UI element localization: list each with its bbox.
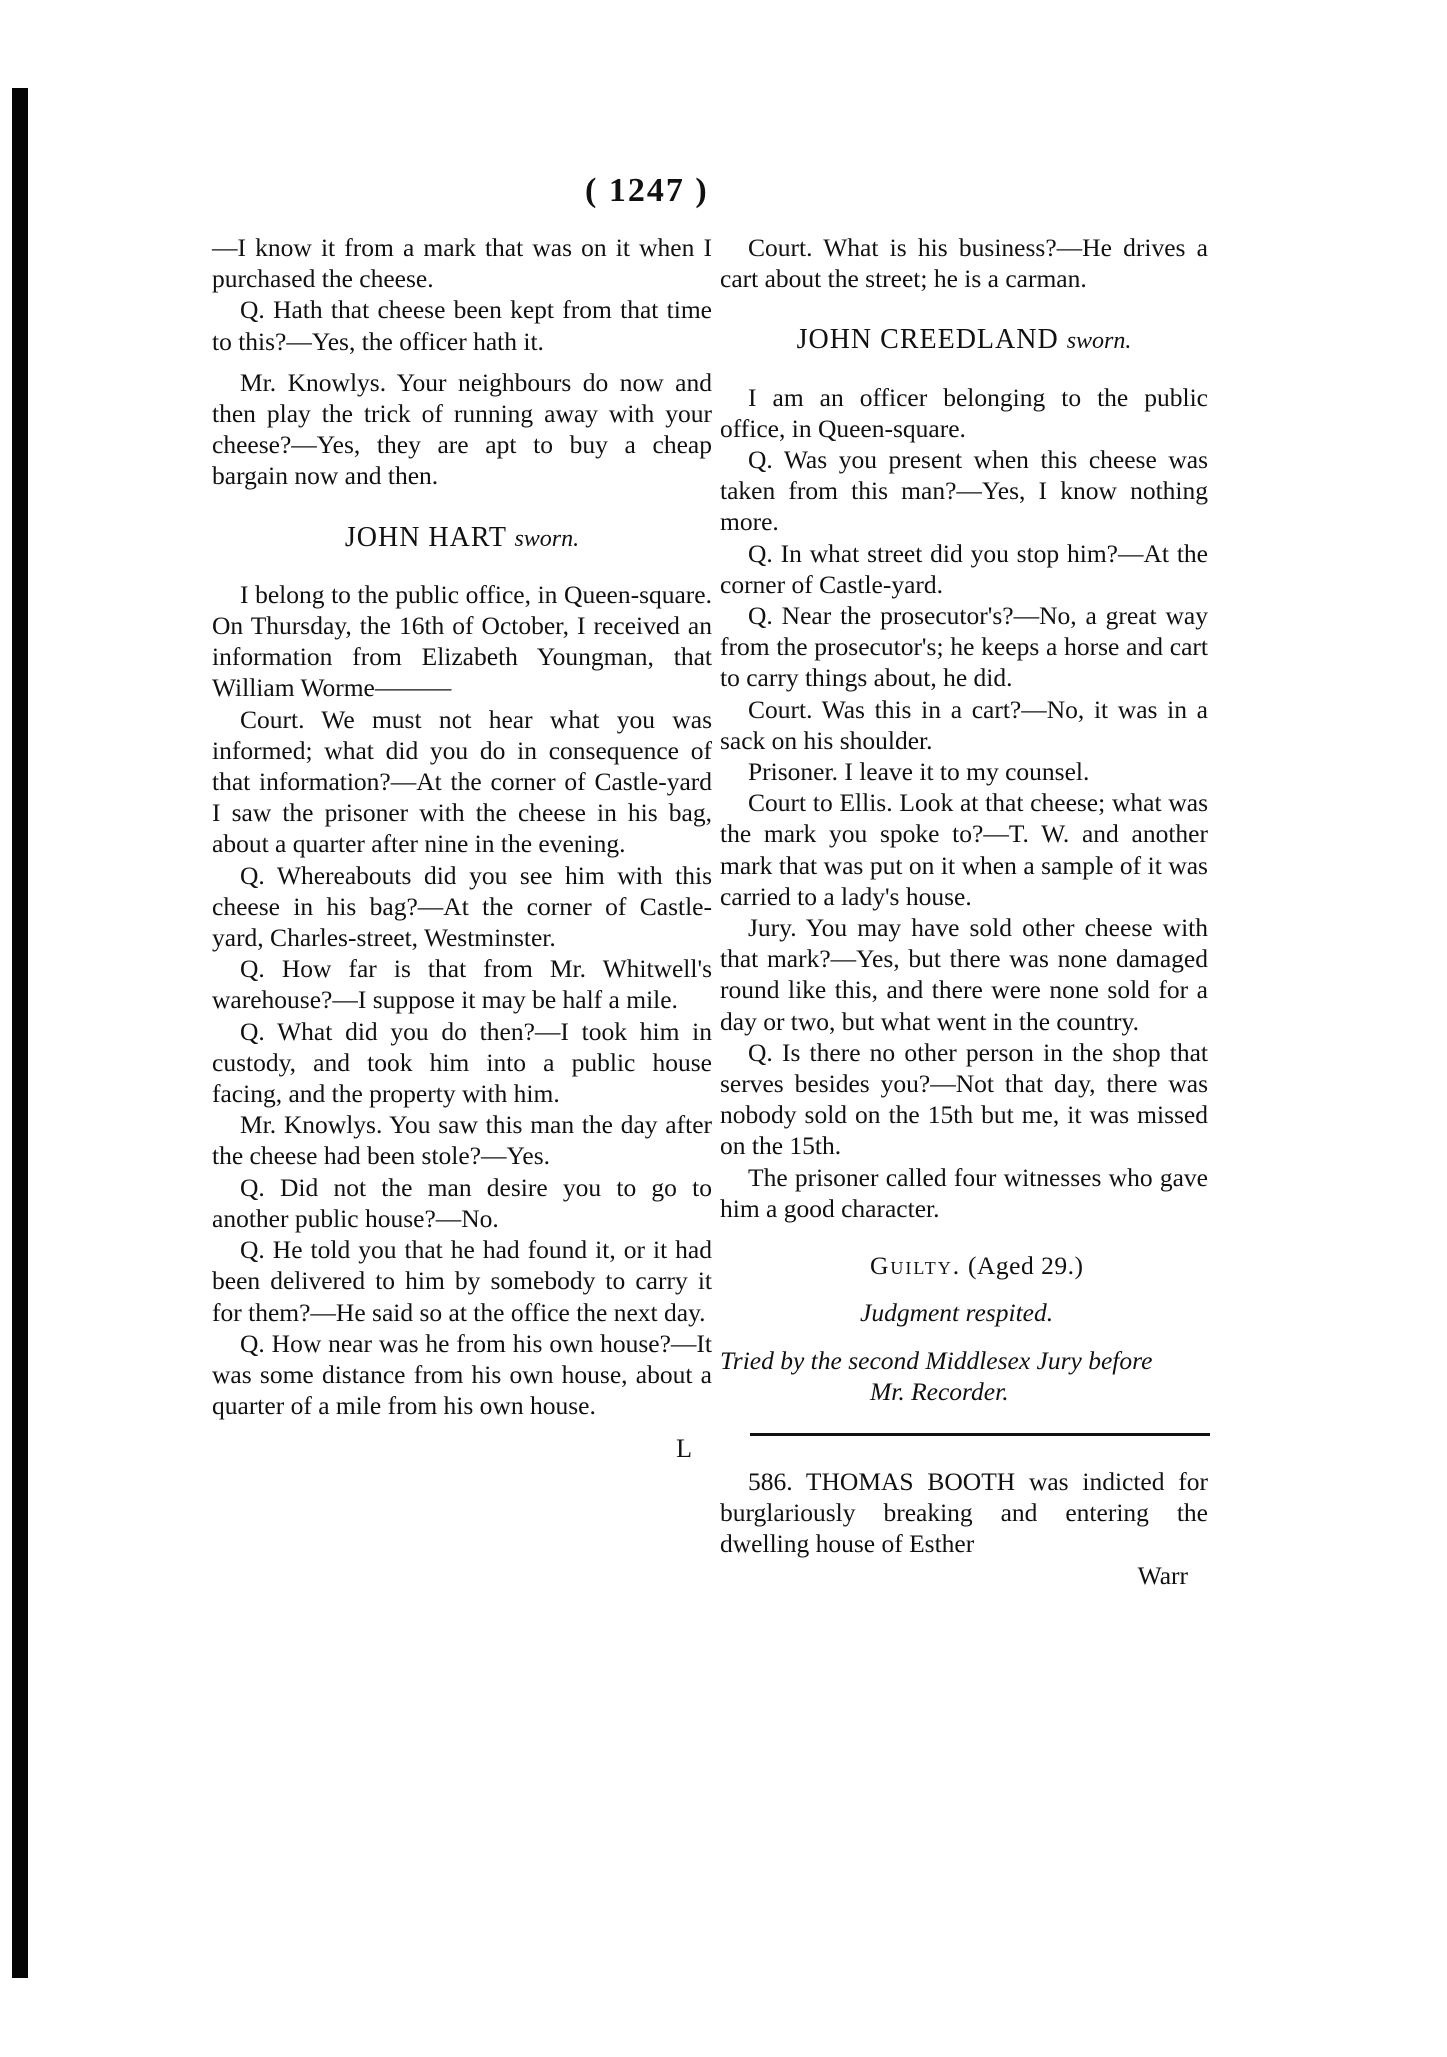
- paragraph: Q. How near was he from his own house?—It was some distance from his own house, about a quarter of a mile from his own house.: [212, 1328, 712, 1421]
- sworn-label: sworn.: [1066, 328, 1132, 355]
- scan-edge-shadow: [12, 88, 28, 1978]
- paragraph: Q. Is there no other person in the shop that serves besides you?—Not that day, there was nobody sold on the 15th but me, it was missed on the 15th.: [720, 1037, 1208, 1161]
- witness-heading: [212, 522, 712, 555]
- paragraph: Q. He told you that he had found it, or it had been delivered to him by somebody to carry it for them?—He said so at the office the next day.: [212, 1235, 712, 1327]
- catchword: Warr: [1137, 1560, 1188, 1590]
- recorder: Mr. Recorder.: [870, 1376, 1009, 1406]
- paragraph: Prisoner. I leave it to my counsel.: [748, 757, 1090, 787]
- paragraph: Q. How far is that from Mr. Whitwell's warehouse?—I suppose it may be half a mile.: [212, 954, 712, 1015]
- witness-name: JOHN CREEDLAND: [796, 324, 1059, 356]
- verdict-line: [720, 1250, 1208, 1281]
- paragraph: Court. We must not hear what you was informed; what did you do in consequence of that information?—At the corner of Castle-yard I saw the prisoner with the cheese in his bag, about a quarter after nine in the evening.: [212, 704, 712, 859]
- right-column: [720, 232, 1208, 1591]
- paragraph: Q. Hath that cheese been kept from that time to this?—Yes, the officer hath it.: [212, 295, 712, 356]
- verdict: Guilty.: [870, 1251, 962, 1281]
- paragraph: The prisoner called four witnesses who gave him a good character.: [720, 1162, 1208, 1223]
- sworn-label: sworn.: [514, 525, 580, 552]
- paragraph: Q. Near the prosecutor's?—No, a great way from the prosecutor's; he keeps a horse and cart to carry things about, he did.: [720, 601, 1208, 693]
- paragraph: Q. Was you present when this cheese was taken from this man?—Yes, I know nothing more.: [720, 445, 1208, 537]
- page-number: ( 1247 ): [585, 172, 709, 209]
- section-divider: [750, 1433, 1210, 1436]
- paragraph: —I know it from a mark that was on it when I purchased the cheese.: [212, 233, 712, 294]
- witness-name: JOHN HART: [344, 521, 507, 553]
- paragraph: Court. Was this in a cart?—No, it was in a sack on his shoulder.: [720, 694, 1208, 755]
- paragraph: Court. What is his business?—He drives a cart about the street; he is a carman.: [720, 233, 1208, 294]
- paragraph: Mr. Knowlys. You saw this man the day after the cheese had been stole?—Yes.: [212, 1110, 712, 1171]
- paragraph: I belong to the public office, in Queen-square. On Thursday, the 16th of October, I received an information from Elizabeth Youngman, that William Worme———: [212, 579, 712, 703]
- paragraph: Court to Ellis. Look at that cheese; what was the mark you spoke to?—T. W. and another mark that was put on it when a sample of it was carried to a lady's house.: [720, 788, 1208, 911]
- paragraph: Q. Whereabouts did you see him with this cheese in his bag?—At the corner of Castle-yard, Charles-street, Westminster.: [212, 860, 712, 953]
- paragraph: Q. What did you do then?—I took him in custody, and took him into a public house facing, and the property with him.: [212, 1016, 712, 1109]
- witness-heading: [720, 324, 1208, 357]
- judgment: Judgment respited.: [860, 1298, 1054, 1328]
- paragraph: Mr. Knowlys. Your neighbours do now and then play the trick of running away with your cheese?—Yes, they are apt to buy a cheap bargain now and then.: [212, 367, 712, 491]
- paragraph: Jury. You may have sold other cheese with that mark?—Yes, but there was none damaged round like this, and there were none sold for a day or two, but what went in the country.: [720, 913, 1208, 1036]
- paragraph: I am an officer belonging to the public office, in Queen-square.: [720, 382, 1208, 443]
- signature-mark: L: [676, 1434, 692, 1464]
- paragraph: Q. In what street did you stop him?—At the corner of Castle-yard.: [720, 538, 1208, 599]
- paragraph: Q. Did not the man desire you to go to another public house?—No.: [212, 1172, 712, 1233]
- paragraph: 586. THOMAS BOOTH was indicted for burglariously breaking and entering the dwelling house of Esther: [720, 1466, 1208, 1559]
- age: (Aged 29.): [968, 1251, 1084, 1281]
- left-column: [212, 232, 712, 1465]
- tried-line: Tried by the second Middlesex Jury before: [720, 1345, 1153, 1375]
